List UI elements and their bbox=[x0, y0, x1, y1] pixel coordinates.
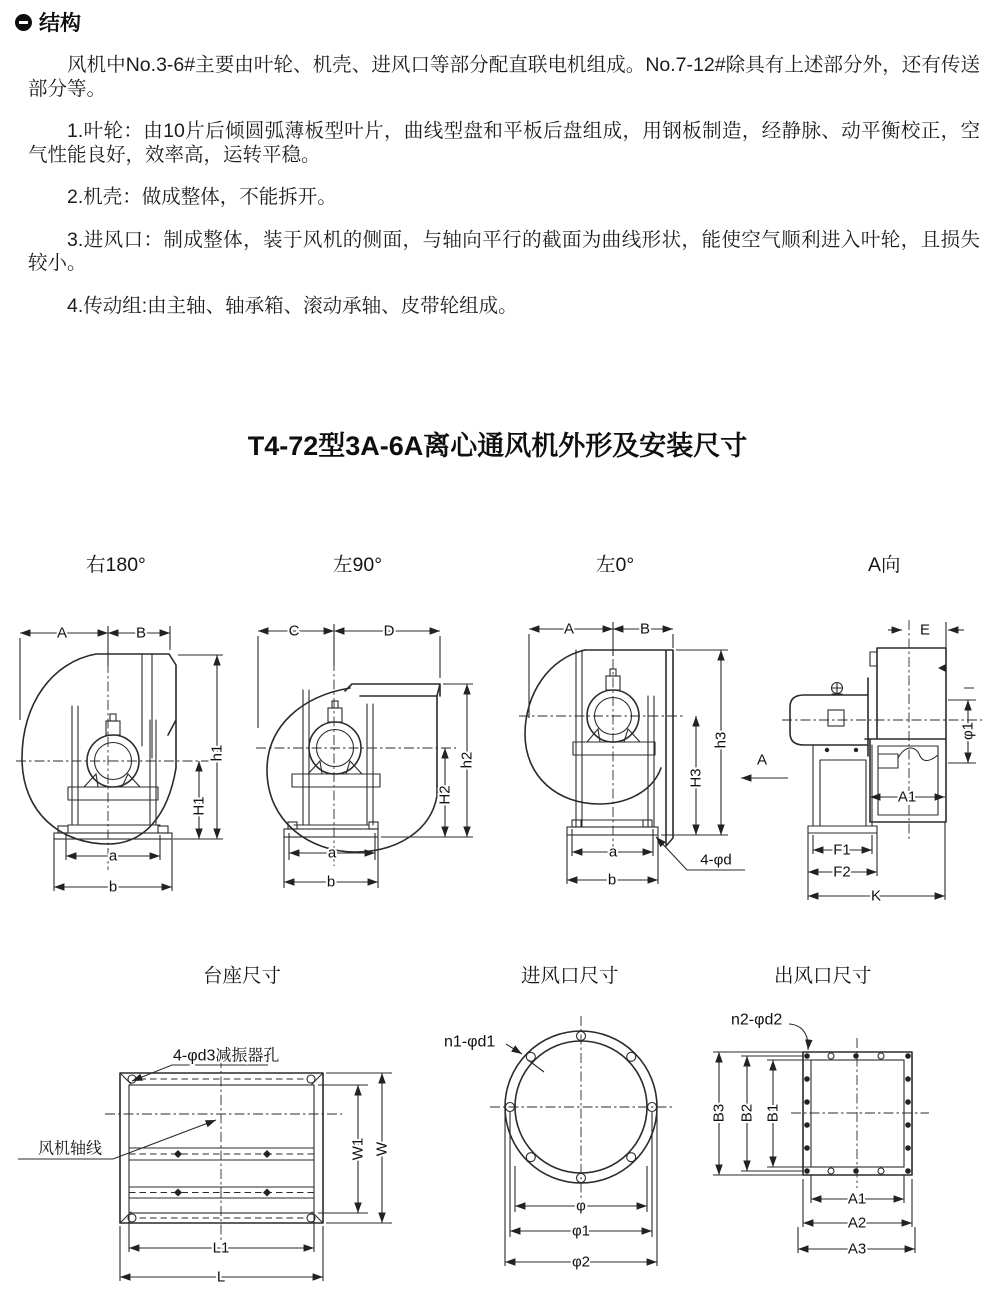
body-text bbox=[28, 54, 980, 337]
dim-H2: H2 bbox=[436, 785, 454, 805]
base-frame bbox=[120, 1073, 323, 1223]
dim-phi: φ bbox=[576, 1197, 586, 1215]
section-title: 结构 bbox=[39, 12, 81, 35]
dimensions bbox=[808, 622, 977, 905]
dim-4phid: 4-φd bbox=[700, 851, 732, 869]
section-label-base: 台座尺寸 bbox=[203, 965, 282, 987]
casing-outline bbox=[525, 650, 673, 846]
motor bbox=[84, 714, 140, 787]
drawing-inlet bbox=[420, 1000, 715, 1297]
section-header bbox=[15, 7, 81, 37]
dim-W: W bbox=[373, 1141, 391, 1157]
paragraph-casing: 2.机壳：做成整体，不能拆开。 bbox=[67, 186, 337, 208]
annotations bbox=[18, 1047, 279, 1160]
dim-K: K bbox=[870, 887, 882, 905]
motor bbox=[308, 701, 362, 774]
dim-F2: F2 bbox=[833, 863, 851, 881]
section-label-inlet: 进风口尺寸 bbox=[521, 965, 619, 987]
centerlines bbox=[490, 1016, 672, 1198]
centerlines bbox=[519, 622, 683, 854]
drawing-left0 bbox=[515, 608, 805, 900]
fan-axis-note: 风机轴线 bbox=[38, 1140, 103, 1158]
dim-h1: h1 bbox=[208, 744, 226, 762]
dimensions bbox=[529, 621, 788, 889]
dimensions bbox=[120, 1073, 392, 1286]
minus-circle-icon bbox=[15, 14, 32, 31]
dim-B: B bbox=[639, 620, 651, 638]
dimensions bbox=[20, 625, 226, 896]
dimensions bbox=[711, 1052, 916, 1258]
drawing-base bbox=[10, 1008, 400, 1297]
dim-W1: W1 bbox=[349, 1137, 367, 1161]
dim-A2: A2 bbox=[847, 1214, 867, 1232]
dim-H1: H1 bbox=[190, 796, 208, 816]
dim-a: a bbox=[327, 844, 337, 862]
dim-B3: B3 bbox=[710, 1103, 728, 1123]
view-label-right180: 右180° bbox=[86, 554, 146, 576]
dim-phi2: φ2 bbox=[571, 1253, 591, 1271]
paragraph-intro: 风机中No.3-6#主要由叶轮、机壳、进风口等部分配直联电机组成。No.7-12#除具有上述部分外，还有传送部分等。 bbox=[28, 54, 980, 100]
inlet-hole-note: n1-φd1 bbox=[444, 1033, 496, 1051]
dim-b: b bbox=[326, 873, 336, 891]
drawing-outlet bbox=[705, 1000, 995, 1297]
pedestal-side bbox=[808, 745, 877, 833]
view-label-a: A向 bbox=[868, 554, 901, 576]
dim-h2: h2 bbox=[458, 751, 476, 769]
support-frame bbox=[54, 706, 172, 839]
section-label-outlet: 出风口尺寸 bbox=[774, 965, 872, 987]
damper-hole-note: 4-φd3减振器孔 bbox=[173, 1047, 280, 1065]
view-label-left90: 左90° bbox=[333, 554, 382, 576]
dim-L1: L1 bbox=[212, 1239, 230, 1257]
dim-B: B bbox=[135, 624, 147, 642]
outlet-hole-note: n2-φd2 bbox=[731, 1011, 783, 1029]
paragraph-drive: 4.传动组:由主轴、轴承箱、滚动承轴、皮带轮组成。 bbox=[67, 294, 518, 317]
dim-L: L bbox=[216, 1268, 226, 1286]
dim-F1: F1 bbox=[833, 841, 851, 859]
centerlines bbox=[256, 624, 456, 866]
dim-B1: B1 bbox=[764, 1103, 782, 1123]
support-frame bbox=[284, 690, 380, 837]
dim-a: a bbox=[608, 843, 618, 861]
casing-outline bbox=[267, 684, 440, 852]
view-label-left0: 左0° bbox=[596, 554, 635, 576]
drawing-left90 bbox=[248, 608, 483, 900]
dim-phi1: φ1 bbox=[571, 1222, 591, 1240]
dim-A3: A3 bbox=[847, 1240, 867, 1258]
outlet-flange bbox=[803, 1052, 912, 1175]
drawing-a-view bbox=[780, 608, 995, 918]
dim-H3: H3 bbox=[687, 768, 705, 788]
dim-b: b bbox=[108, 878, 118, 896]
motor-side bbox=[790, 678, 868, 756]
dim-A1: A1 bbox=[897, 788, 917, 806]
dim-b: b bbox=[607, 871, 617, 889]
dim-h3: h3 bbox=[712, 731, 730, 749]
dim-A: A bbox=[56, 624, 68, 642]
annotations bbox=[731, 1012, 808, 1051]
drawing-right180 bbox=[10, 608, 245, 900]
dim-B2: B2 bbox=[738, 1103, 756, 1123]
centerlines bbox=[782, 620, 982, 840]
dim-phi1: φ1 bbox=[959, 721, 977, 741]
dim-A1: A1 bbox=[847, 1190, 867, 1208]
paragraph-inlet: 3.进风口：制成整体，装于风机的侧面，与轴向平行的截面为曲线形状，能使空气顺利进入叶轮，且损失较小。 bbox=[28, 228, 980, 274]
diagram-title: T4-72型3A-6A离心通风机外形及安装尺寸 bbox=[247, 431, 748, 461]
paragraph-impeller: 1.叶轮：由10片后倾圆弧薄板型叶片，曲线型盘和平板后盘组成，用钢板制造，经静脉、动平衡校正，空气性能良好，效率高，运转平稳。 bbox=[28, 120, 980, 166]
dim-a: a bbox=[108, 847, 118, 865]
dim-C: C bbox=[288, 622, 300, 640]
view-direction-arrow-label: A bbox=[756, 751, 768, 769]
dim-D: D bbox=[383, 622, 395, 640]
dim-E: E bbox=[919, 621, 931, 639]
motor bbox=[587, 669, 640, 742]
dim-A: A bbox=[563, 620, 575, 638]
